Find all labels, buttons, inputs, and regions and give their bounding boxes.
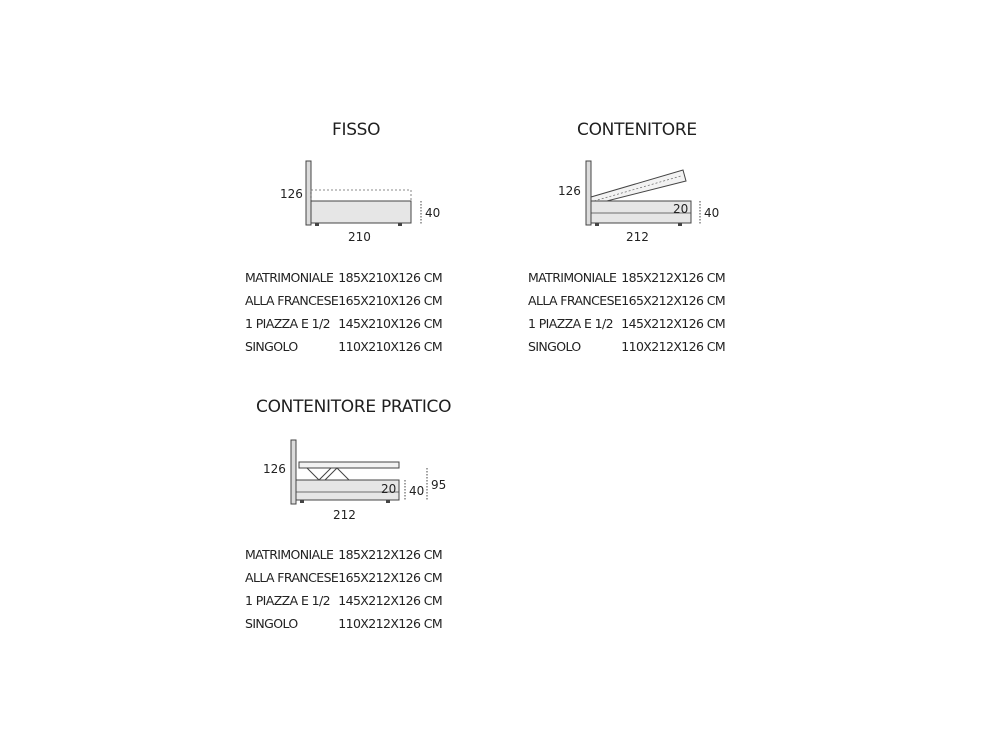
- size-name: ALLA FRANCESE: [245, 293, 339, 308]
- bed-contenitore-diagram: [550, 155, 730, 250]
- table-row: [245, 566, 442, 589]
- lifted-frame-shape: [591, 170, 686, 205]
- size-value: 165X210X126 CM: [338, 293, 443, 308]
- bed-fisso-diagram: [270, 155, 450, 250]
- table-row: [245, 266, 442, 289]
- table-row: [245, 289, 442, 312]
- bed-contenitore-pratico-diagram: [255, 432, 455, 527]
- table-row: [528, 312, 725, 335]
- size-name: MATRIMONIALE: [528, 270, 617, 285]
- headboard-shape: [306, 161, 311, 225]
- section-title: CONTENITORE: [577, 120, 697, 140]
- base-height-label: 40: [425, 206, 441, 220]
- size-name: ALLA FRANCESE: [528, 293, 622, 308]
- size-name: ALLA FRANCESE: [245, 570, 339, 585]
- box-height-label: 20: [381, 482, 397, 496]
- size-value: 145X212X126 CM: [621, 316, 726, 331]
- table-row: [528, 289, 725, 312]
- size-value: 145X210X126 CM: [338, 316, 443, 331]
- size-value: 110X212X126 CM: [338, 616, 443, 631]
- size-value: 110X212X126 CM: [621, 339, 726, 354]
- open-height-label: 95: [431, 478, 447, 492]
- size-value: 145X212X126 CM: [338, 593, 443, 608]
- size-name: SINGOLO: [245, 339, 298, 354]
- table-row: [245, 312, 442, 335]
- table-row: [245, 612, 442, 635]
- headboard-height-label: 126: [263, 462, 286, 476]
- bed-base-shape: [311, 201, 411, 223]
- size-name: 1 PIAZZA E 1/2: [245, 593, 330, 608]
- size-value: 185X212X126 CM: [338, 547, 443, 562]
- raised-platform-shape: [299, 462, 399, 468]
- headboard-height-label: 126: [280, 187, 303, 201]
- section-title: FISSO: [332, 120, 381, 140]
- size-table: [245, 543, 442, 635]
- size-name: MATRIMONIALE: [245, 270, 334, 285]
- table-row: [528, 266, 725, 289]
- size-value: 185X212X126 CM: [621, 270, 726, 285]
- bed-foot: [315, 223, 319, 226]
- length-label: 210: [348, 230, 371, 244]
- box-height-label: 20: [673, 202, 689, 216]
- length-label: 212: [626, 230, 649, 244]
- size-name: 1 PIAZZA E 1/2: [245, 316, 330, 331]
- size-value: 185X210X126 CM: [338, 270, 443, 285]
- headboard-shape: [291, 440, 296, 504]
- size-name: SINGOLO: [528, 339, 581, 354]
- bed-foot: [300, 500, 304, 503]
- table-row: [245, 543, 442, 566]
- section-title: CONTENITORE PRATICO: [256, 397, 452, 417]
- bed-foot: [386, 500, 390, 503]
- mattress-outline: [311, 190, 411, 201]
- size-value: 165X212X126 CM: [338, 570, 443, 585]
- base-height-label: 40: [409, 484, 425, 498]
- size-table: [245, 266, 442, 358]
- size-name: MATRIMONIALE: [245, 547, 334, 562]
- size-value: 165X212X126 CM: [621, 293, 726, 308]
- headboard-shape: [586, 161, 591, 225]
- headboard-height-label: 126: [558, 184, 581, 198]
- size-table: [528, 266, 725, 358]
- length-label: 212: [333, 508, 356, 522]
- size-name: 1 PIAZZA E 1/2: [528, 316, 613, 331]
- mattress-outline: [594, 176, 681, 201]
- base-height-label: 40: [704, 206, 720, 220]
- bed-foot: [398, 223, 402, 226]
- table-row: [245, 335, 442, 358]
- size-value: 110X210X126 CM: [338, 339, 443, 354]
- size-name: SINGOLO: [245, 616, 298, 631]
- table-row: [528, 335, 725, 358]
- table-row: [245, 589, 442, 612]
- bed-foot: [595, 223, 599, 226]
- bed-foot: [678, 223, 682, 226]
